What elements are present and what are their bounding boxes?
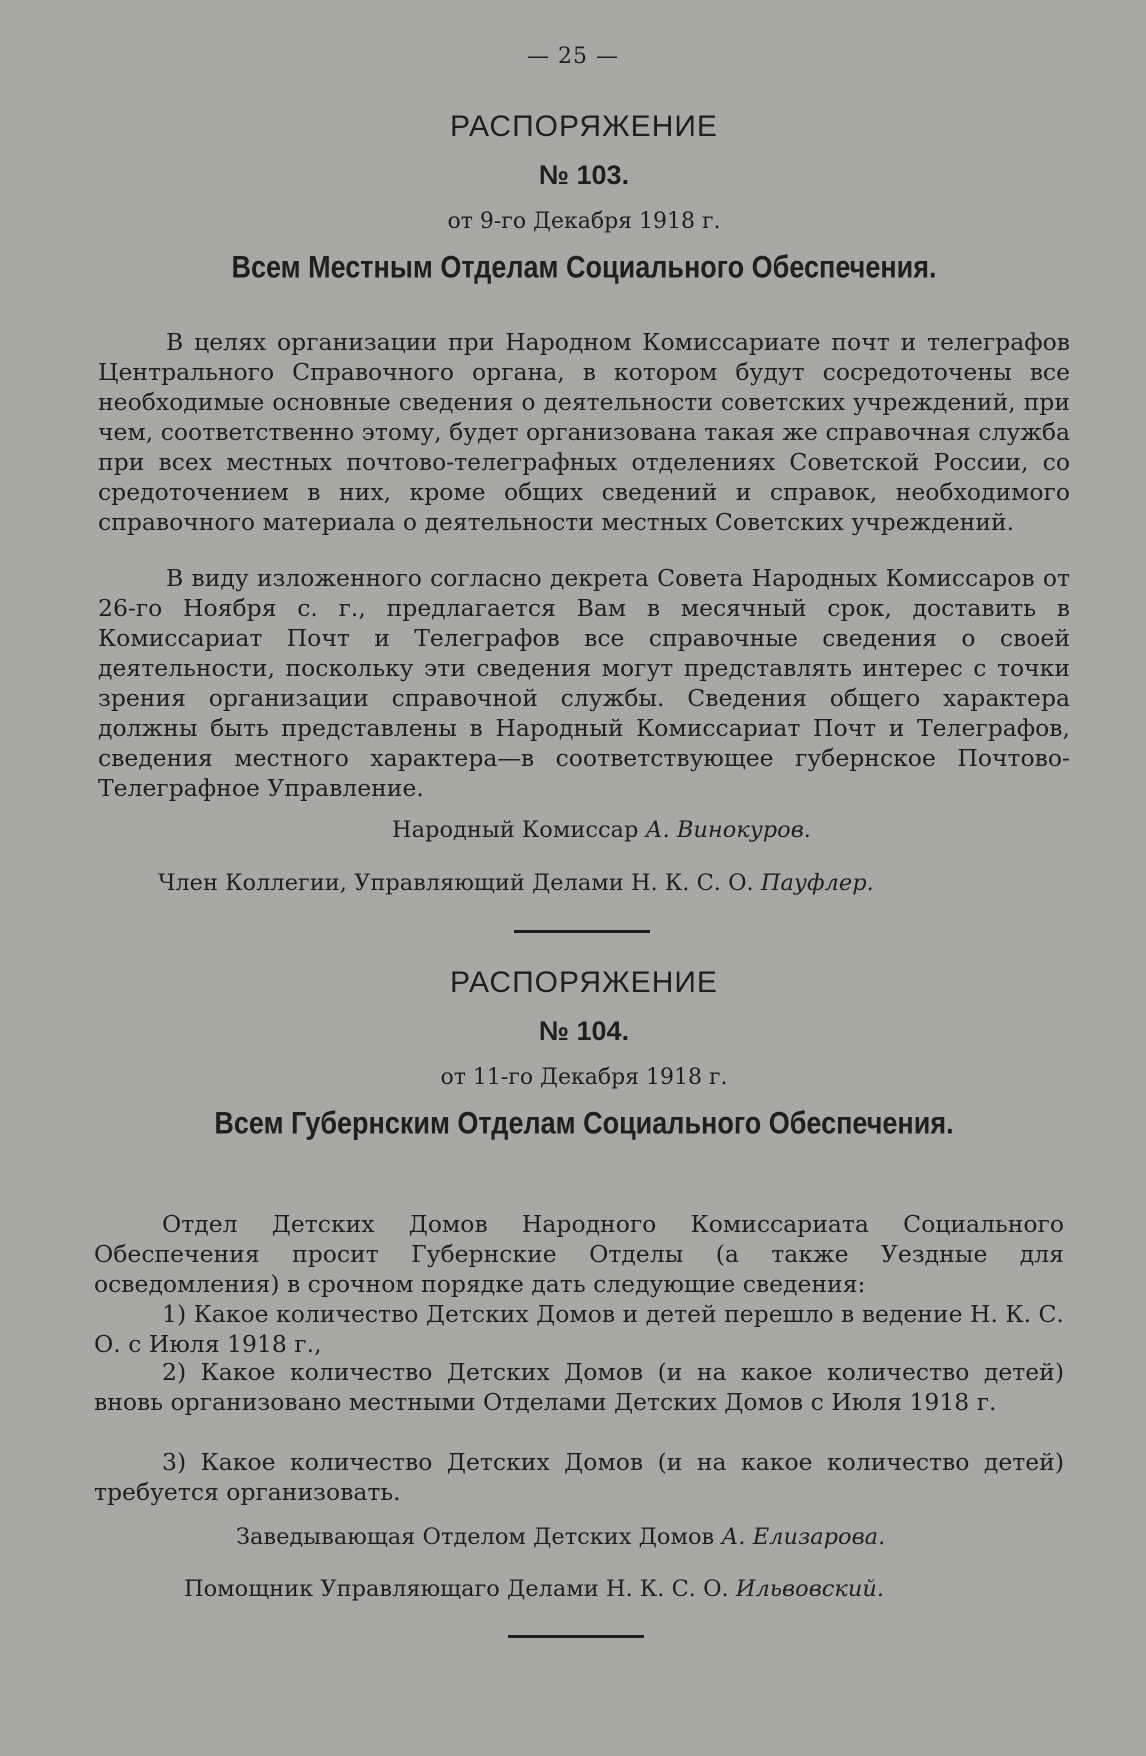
signature-title: Помощник Управляющаго Делами Н. К. С. О.: [184, 1576, 729, 1602]
signature-title: Член Коллегии, Управляющий Делами Н. К. С. О.: [158, 870, 754, 896]
order-104-paragraph-1: Отдел Детских Домов Народного Комиссариата Социального Обеспечения просит Губернские Отделы (а также Уездные для осведомления) в срочном порядке дать следующие сведения:: [94, 1210, 1064, 1298]
order-addressee: Всем Местным Отделам Социального Обеспечения.: [231, 249, 937, 285]
order-103-paragraph-1: В целях организации при Народном Комиссариате почт и телеграфов Центрального Справочного органа, в котором будут сосредоточены все необходимые основные сведения о деятельности советских учреждений, при чем, соответственно этому, будет организована такая же справочная служба при всех местных почтово-телеграфных отделениях Советской России, со средоточением в них, кроме общих сведений и справок, необходимого справочного материала о деятельности местных Советских учреждений.: [98, 328, 1070, 536]
signature-head-of-department: [236, 1524, 885, 1550]
order-103-paragraph-2: В виду изложенного согласно декрета Совета Народных Комиссаров от 26-го Ноября с. г., предлагается Вам в месячный срок, доставить в Комиссариат Почт и Телеграфов все справочные сведения о своей деятельности, поскольку эти сведения могут представлять интерес с точки зрения организации справочной службы. Сведения общего характера должны быть представлены в Народный Комиссариат Почт и Телеграфов, сведения местного характера—в соответствующее губернское Почтово-Телеграфное Управление.: [98, 564, 1070, 802]
order-103: [98, 110, 1070, 283]
signature-name: Ильвовский.: [735, 1576, 884, 1602]
signature-commissar: [392, 817, 811, 843]
signature-name: Пауфлер.: [760, 870, 874, 896]
order-addressee: Всем Губернским Отделам Социального Обеспечения.: [214, 1105, 954, 1141]
order-date: от 9-го Декабря 1918 г.: [447, 209, 721, 234]
order-number: № 103.: [538, 160, 630, 190]
signature-name: А. Елизарова.: [721, 1524, 886, 1550]
section-divider: [514, 930, 650, 933]
page-number: — 25 —: [527, 44, 619, 69]
order-104-item-3: 3) Какое количество Детских Домов (и на какое количество детей) требуется организовать.: [94, 1448, 1064, 1506]
order-date: от 11-го Декабря 1918 г.: [440, 1065, 728, 1090]
signature-title: Народный Комиссар: [392, 817, 639, 843]
order-heading: РАСПОРЯЖЕНИЕ: [450, 966, 718, 999]
order-number: № 104.: [538, 1016, 630, 1046]
signature-board-member: [158, 870, 874, 896]
order-heading: РАСПОРЯЖЕНИЕ: [450, 110, 718, 143]
signature-assistant-manager: [184, 1576, 884, 1602]
order-104-item-1: 1) Какое количество Детских Домов и детей перешло в ведение Н. К. С. О. с Июля 1918 г.,: [94, 1300, 1064, 1358]
section-divider: [508, 1635, 644, 1638]
signature-name: А. Винокуров.: [645, 817, 811, 843]
order-104-item-2: 2) Какое количество Детских Домов (и на какое количество детей) вновь организовано местными Отделами Детских Домов с Июля 1918 г.: [94, 1358, 1064, 1416]
order-104: [98, 966, 1070, 1139]
signature-title: Заведывающая Отделом Детских Домов: [236, 1524, 715, 1550]
